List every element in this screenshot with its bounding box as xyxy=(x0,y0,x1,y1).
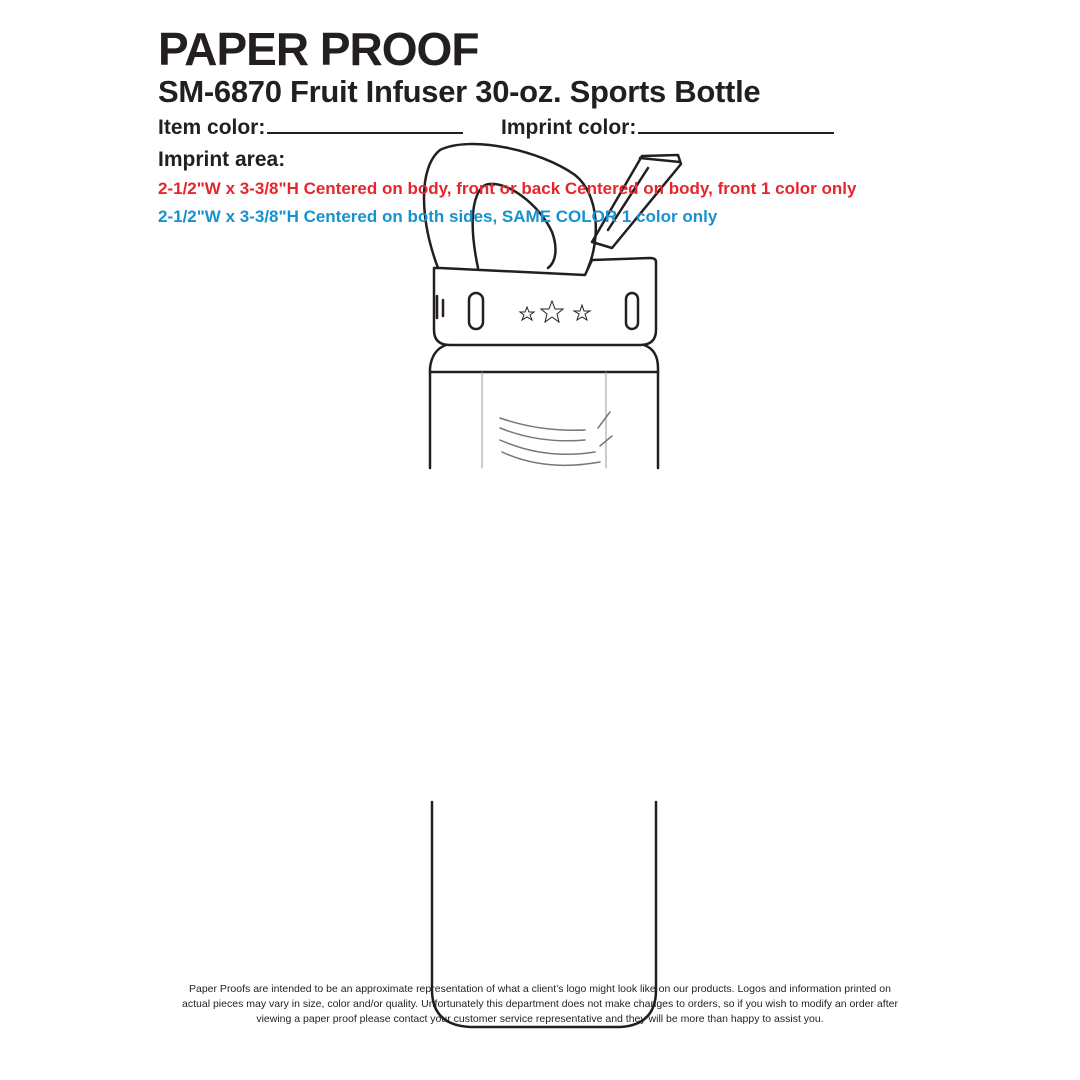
cap-ring xyxy=(434,258,656,345)
disclaimer-line-3: viewing a paper proof please contact your customer service representative and they will be more than happy to assist you. xyxy=(256,1013,824,1025)
star-icon xyxy=(541,301,563,322)
color-fields-row xyxy=(158,114,1058,144)
product-title: SM-6870 Fruit Infuser 30-oz. Sports Bottle xyxy=(158,74,761,109)
bottle-shoulder xyxy=(430,345,446,468)
imprint-color-blank-line xyxy=(638,114,834,134)
imprint-area-label: Imprint area: xyxy=(158,148,286,171)
disclaimer-line-1: Paper Proofs are intended to be an approximate representation of what a client’s logo might look like on our products. Logos and information printed on xyxy=(189,983,891,995)
imprint-spec-red: 2-1/2"W x 3-3/8"H Centered on body, front or back Centered on body, front 1 color only xyxy=(158,179,857,198)
cap-slot-right xyxy=(626,293,638,329)
disclaimer xyxy=(140,982,940,1027)
page-title: PAPER PROOF xyxy=(158,23,479,75)
item-color-label: Item color: xyxy=(158,116,266,139)
star-icon xyxy=(574,305,590,320)
imprint-spec-blue: 2-1/2"W x 3-3/8"H Centered on both sides, SAME COLOR 1 color only xyxy=(158,207,718,226)
item-color-field xyxy=(158,114,463,142)
imprint-color-field xyxy=(501,114,834,142)
disclaimer-line-2: actual pieces may vary in size, color and/or quality. Unfortunately this department does not make changes to orders, so if you wish to modify an order after xyxy=(182,998,898,1010)
cap-slot-left xyxy=(469,293,483,329)
star-icon xyxy=(520,307,534,320)
imprint-color-label: Imprint color: xyxy=(501,116,637,139)
proof-header xyxy=(158,24,1058,228)
item-color-blank-line xyxy=(267,114,463,134)
